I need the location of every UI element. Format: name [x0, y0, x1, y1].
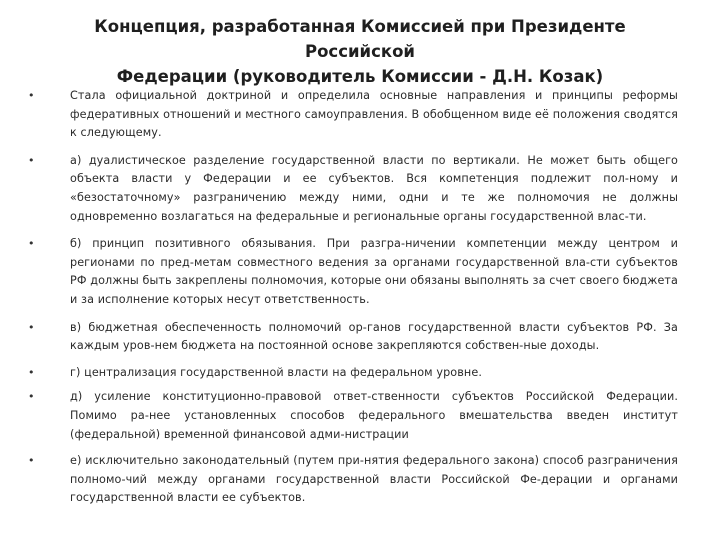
bullet-text: а) дуалистическое разделение государственной власти по вертикали. Не может быть общего объекта власти у Федерации и ее субъектов. Вся компетенция подлежит пол-ному и «безостаточному» разграничению между ними, одни и те же полномочия не должны одновременно возлагаться на федеральные и региональные органы государственной влас-ти. [70, 153, 678, 223]
bullet-text: б) принцип позитивного обязывания. При разгра-ничении компетенции между центром и регионами по пред-метам совместного ведения за органами государственной вла-сти субъектов РФ должны быть закреплены полномочия, которые они обязаны выполнять за счет своего бюджета и за исполнение которых несут ответственность. [70, 237, 678, 306]
bullet-icon: • [28, 454, 35, 468]
bullet-text: д) усиление конституционно-правовой ответ-ственности субъектов Российской Федерации. Помимо ра-нее установленных способов федерального вмешательства введен институт (федеральной) временной финансовой адми-нистрации [70, 390, 678, 441]
bullet-icon: • [28, 153, 35, 167]
bullet-text: Стала официальной доктриной и определила основные направления и принципы реформы федеративных отношений и местного самоуправления. В обобщенном виде её положения сводятся к следующему. [70, 89, 678, 140]
bullet-list [28, 87, 678, 508]
list-item [28, 152, 678, 226]
page-title [40, 14, 680, 89]
title-line-2: Федерации (руководитель Комиссии - Д.Н. Козак) [116, 67, 604, 86]
list-item [28, 235, 678, 309]
list-item [28, 319, 678, 356]
list-item [28, 87, 678, 143]
bullet-icon: • [28, 320, 35, 334]
bullet-text: в) бюджетная обеспеченность полномочий ор-ганов государственной власти субъектов РФ. За каждым уров-нем бюджета на постоянной основе закрепляются собствен-ные доходы. [70, 320, 678, 353]
bullet-text: г) централизация государственной власти на федеральном уровне. [70, 365, 482, 379]
bullet-icon: • [28, 89, 35, 102]
list-item [28, 388, 678, 444]
title-line-1: Концепция, разработанная Комиссией при Президенте Российской [94, 17, 626, 61]
bullet-text: е) исключительно законодательный (путем при-нятия федерального закона) способ разграничения полномо-чий между органами государственной власти Российской Фе-дерации и органами государственной власти ее субъектов. [70, 454, 678, 505]
bullet-icon: • [28, 237, 35, 251]
bullet-icon: • [28, 365, 35, 379]
list-item [28, 452, 678, 508]
bullet-icon: • [28, 390, 35, 404]
list-item [28, 364, 678, 383]
